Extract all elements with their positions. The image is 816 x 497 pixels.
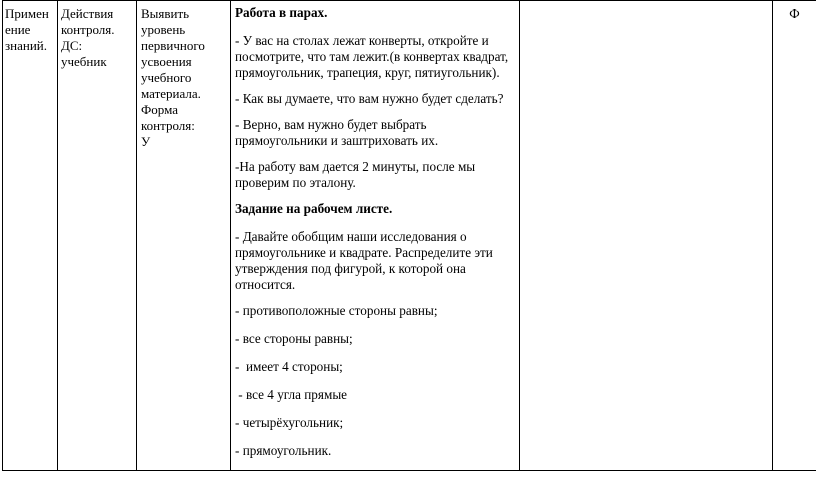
goal-line-4: усвоения — [141, 54, 192, 69]
pair-work-heading: Работа в парах. — [235, 5, 328, 20]
student-activity-cell — [520, 1, 772, 470]
control-line-4: учебник — [61, 54, 107, 69]
col-divider-3 — [230, 0, 231, 471]
col-divider-1 — [57, 0, 58, 471]
goal-line-1: Выявить — [141, 6, 190, 21]
form-cell — [773, 6, 816, 22]
goal-line-7: Форма — [141, 102, 178, 117]
col-divider-5 — [772, 0, 773, 471]
worksheet-heading: Задание на рабочем листе. — [235, 201, 393, 216]
control-line-1: Действия — [61, 6, 114, 21]
statement-item: - все 4 угла прямые — [235, 387, 348, 402]
envelope-instruction: - У вас на столах лежат конверты, откройте и посмотрите, что там лежит.(в конвертах квадрат, прямоугольник, трапеция, круг, пятиугольник). — [235, 33, 509, 80]
control-actions-cell — [61, 6, 136, 70]
goal-cell — [141, 6, 229, 150]
statement-item: - имеет 4 стороны; — [235, 359, 343, 374]
question-text: - Как вы думаете, что вам нужно будет сделать? — [235, 91, 504, 106]
stage-cell — [5, 6, 57, 54]
col-divider-0 — [2, 0, 3, 471]
control-line-3: ДС: — [61, 38, 83, 53]
goal-line-5: учебного — [141, 70, 192, 85]
statement-item: - четырёхугольник; — [235, 415, 344, 430]
statement-item: - противоположные стороны равны; — [235, 303, 438, 318]
goal-line-3: первичного — [141, 38, 205, 53]
goal-line-9: У — [141, 134, 151, 149]
answer-text: - Верно, вам нужно будет выбрать прямоугольники и заштриховать их. — [235, 117, 439, 148]
time-limit-text: -На работу вам дается 2 минуты, после мы проверим по эталону. — [235, 159, 476, 190]
stage-line-2: ение — [5, 22, 31, 37]
stage-line-3: знаний. — [5, 38, 47, 53]
teacher-activity-cell — [235, 5, 517, 471]
goal-line-2: уровень — [141, 22, 186, 37]
statement-item: - прямоугольник. — [235, 443, 332, 458]
goal-line-6: материала. — [141, 86, 201, 101]
control-line-2: контроля. — [61, 22, 115, 37]
col-divider-2 — [136, 0, 137, 471]
form-letter: Ф — [789, 6, 800, 21]
statement-item: - все стороны равны; — [235, 331, 353, 346]
summary-instruction: - Давайте обобщим наши исследования о прямоугольнике и квадрате. Распределите эти утверждения под фигурой, к которой она относится. — [235, 229, 493, 292]
stage-line-1: Примен — [5, 6, 49, 21]
goal-line-8: контроля: — [141, 118, 195, 133]
